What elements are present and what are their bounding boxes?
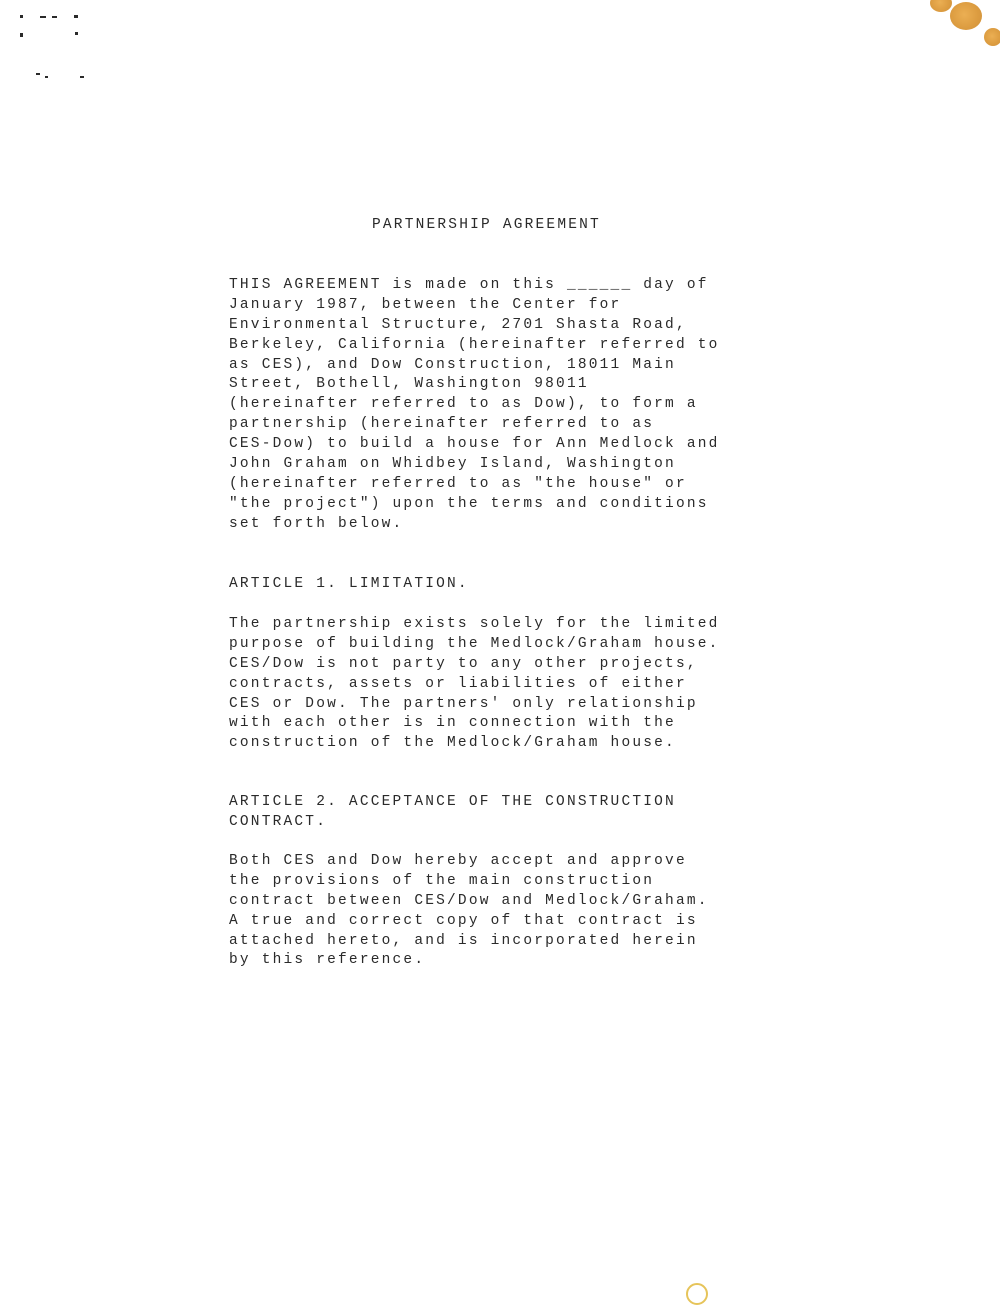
paragraph-line: attached hereto, and is incorporated herein xyxy=(229,932,698,949)
paragraph-line: John Graham on Whidbey Island, Washington xyxy=(229,456,676,473)
paragraph-line: purpose of building the Medlock/Graham house. xyxy=(229,635,720,652)
paragraph-line: contracts, assets or liabilities of either xyxy=(229,675,687,692)
ring-mark xyxy=(686,1283,708,1305)
article-1-heading xyxy=(229,575,469,595)
paragraph-line: January 1987, between the Center for xyxy=(229,296,622,313)
scan-speck xyxy=(36,73,40,75)
scan-speck xyxy=(20,15,23,18)
paragraph-line: contract between CES/Dow and Medlock/Graham. xyxy=(229,892,709,909)
paragraph-line: construction of the Medlock/Graham house. xyxy=(229,735,676,752)
paragraph-line: by this reference. xyxy=(229,952,426,969)
paragraph-line: CES/Dow is not party to any other projects, xyxy=(229,655,698,672)
paragraph-line: (hereinafter referred to as "the house" or xyxy=(229,475,687,492)
paragraph-line: A true and correct copy of that contract is xyxy=(229,912,698,929)
paragraph-line: Both CES and Dow hereby accept and approve xyxy=(229,853,687,869)
section-heading: ARTICLE 1. LIMITATION. xyxy=(229,576,469,592)
article-2-body xyxy=(229,852,709,971)
page-title: PARTNERSHIP AGREEMENT xyxy=(372,217,601,233)
stain-mark xyxy=(950,2,982,30)
paragraph-line: Street, Bothell, Washington 98011 xyxy=(229,376,589,393)
paragraph-line: CES-Dow) to build a house for Ann Medlock and xyxy=(229,436,720,453)
paragraph-line: The partnership exists solely for the limited xyxy=(229,616,720,632)
paragraph-line: "the project") upon the terms and conditions xyxy=(229,495,709,512)
paragraph-line: (hereinafter referred to as Dow), to form a xyxy=(229,396,698,413)
paragraph-line: CES or Dow. The partners' only relationship xyxy=(229,695,698,712)
paragraph-line: partnership (hereinafter referred to as xyxy=(229,416,655,433)
stain-mark xyxy=(984,28,1000,46)
scan-speck xyxy=(80,76,84,78)
section-heading: CONTRACT. xyxy=(229,813,328,830)
paragraph-line: Environmental Structure, 2701 Shasta Road, xyxy=(229,316,687,333)
paragraph-line: THIS AGREEMENT is made on this ______ day of xyxy=(229,277,709,293)
scan-speck xyxy=(40,16,46,18)
paragraph-line: set forth below. xyxy=(229,515,404,532)
paragraph-line: Berkeley, California (hereinafter referred to xyxy=(229,336,720,353)
stain-mark xyxy=(930,0,952,12)
article-2-heading xyxy=(229,793,676,833)
paragraph-line: as CES), and Dow Construction, 18011 Main xyxy=(229,356,676,373)
scan-speck xyxy=(52,16,57,18)
scan-speck xyxy=(75,32,78,35)
scan-speck xyxy=(74,15,78,18)
intro-paragraph xyxy=(229,276,720,535)
paragraph-line: with each other is in connection with the xyxy=(229,715,676,732)
scan-speck xyxy=(20,33,23,37)
scan-speck xyxy=(45,76,48,78)
article-1-body xyxy=(229,615,720,754)
paragraph-line: the provisions of the main construction xyxy=(229,872,655,889)
section-heading: ARTICLE 2. ACCEPTANCE OF THE CONSTRUCTION xyxy=(229,794,676,810)
